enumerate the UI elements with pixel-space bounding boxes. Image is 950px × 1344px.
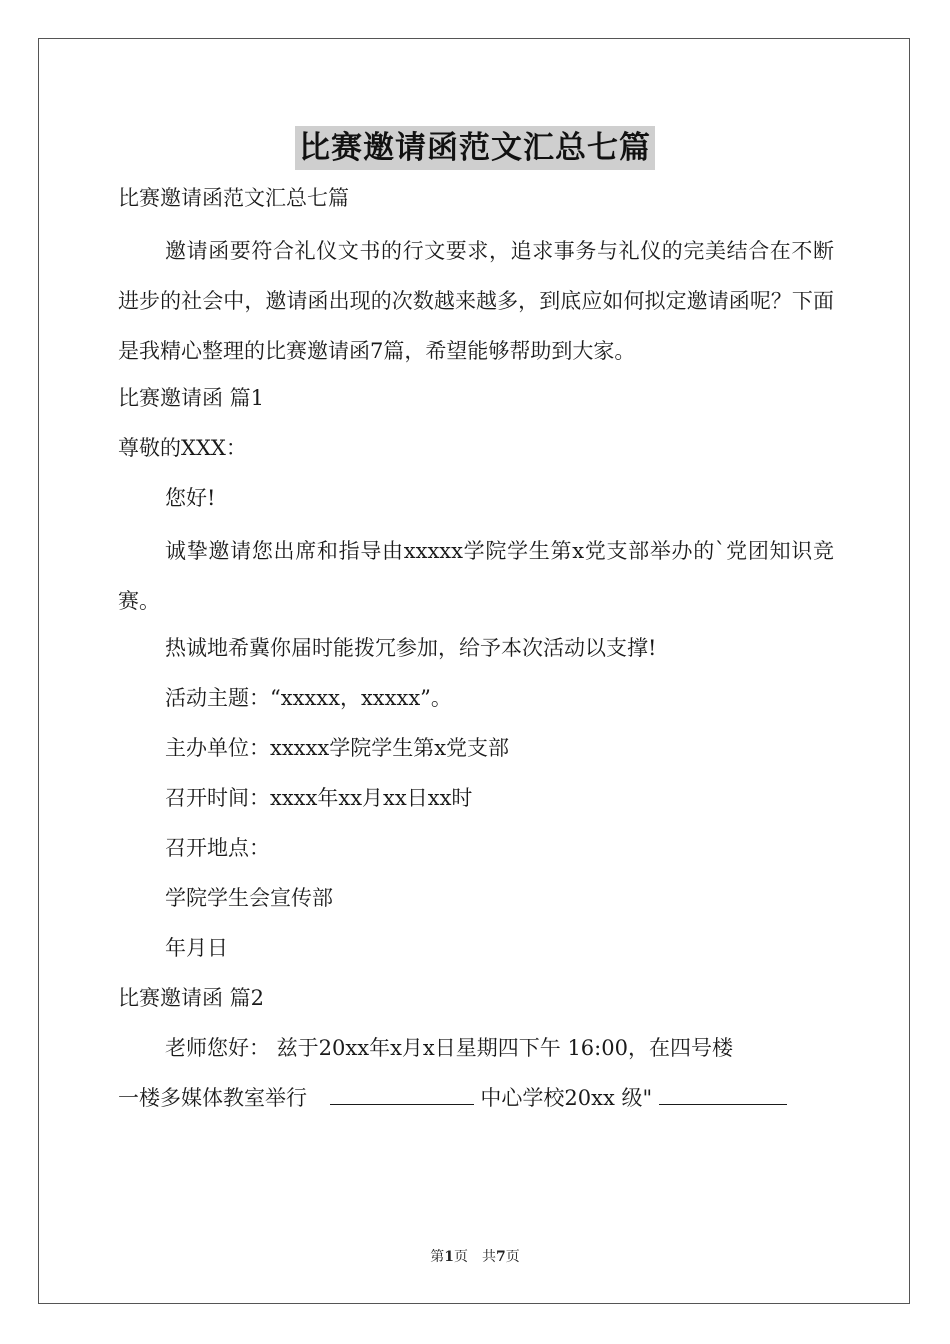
invite-paragraph: 诚挚邀请您出席和指导由xxxxx学院学生第x党支部举办的`党团知识竞赛。 <box>118 539 834 613</box>
section-heading-1: 比赛邀请函 篇1 <box>118 386 265 410</box>
time-line: 召开时间：xxxx年xx月xx日xx时 <box>165 786 473 810</box>
document-title: 比赛邀请函范文汇总七篇 <box>295 126 655 170</box>
intro-paragraph: 邀请函要符合礼仪文书的行文要求，追求事务与礼仪的完美结合在不断进步的社会中，邀请函出现的次数越来越多，到底应如何拟定邀请函呢？下面是我精心整理的比赛邀请函7篇，希望能够帮助到大家。 <box>118 239 834 363</box>
fill-blank <box>330 1076 474 1105</box>
greeting: 您好! <box>165 486 216 510</box>
footer-mid: 页 共 <box>454 1249 496 1265</box>
date-line: 年月日 <box>165 936 228 960</box>
organizer-line: 主办单位：xxxxx学院学生第x党支部 <box>165 736 510 760</box>
salutation: 尊敬的XXX： <box>118 436 247 460</box>
place-line: 召开地点： <box>165 836 270 860</box>
subtitle: 比赛邀请函范文汇总七篇 <box>118 186 349 210</box>
footer-suffix: 页 <box>505 1249 520 1265</box>
page-footer <box>0 1246 950 1266</box>
signature-line: 学院学生会宣传部 <box>165 886 333 910</box>
theme-line: 活动主题：“xxxxx，xxxxx”。 <box>165 686 452 710</box>
hope-line: 热诚地希冀你届时能拨冗参加，给予本次活动以支撑! <box>165 636 657 660</box>
section2-line2 <box>118 1076 834 1126</box>
footer-prefix: 第 <box>430 1249 445 1265</box>
section2-line2-mid: 中心学校20xx 级" <box>480 1086 653 1110</box>
fill-blank <box>659 1076 787 1105</box>
document-body <box>118 176 834 1126</box>
title-container <box>0 126 950 170</box>
section2-line2-start: 一楼多媒体教室举行 <box>118 1086 307 1110</box>
section2-line1: 老师您好： 兹于20xx年x月x日星期四下午 16:00，在四号楼 <box>165 1036 733 1060</box>
footer-page-number: 1 <box>444 1249 454 1265</box>
footer-page-total: 7 <box>496 1249 506 1265</box>
section-heading-2: 比赛邀请函 篇2 <box>118 986 265 1010</box>
